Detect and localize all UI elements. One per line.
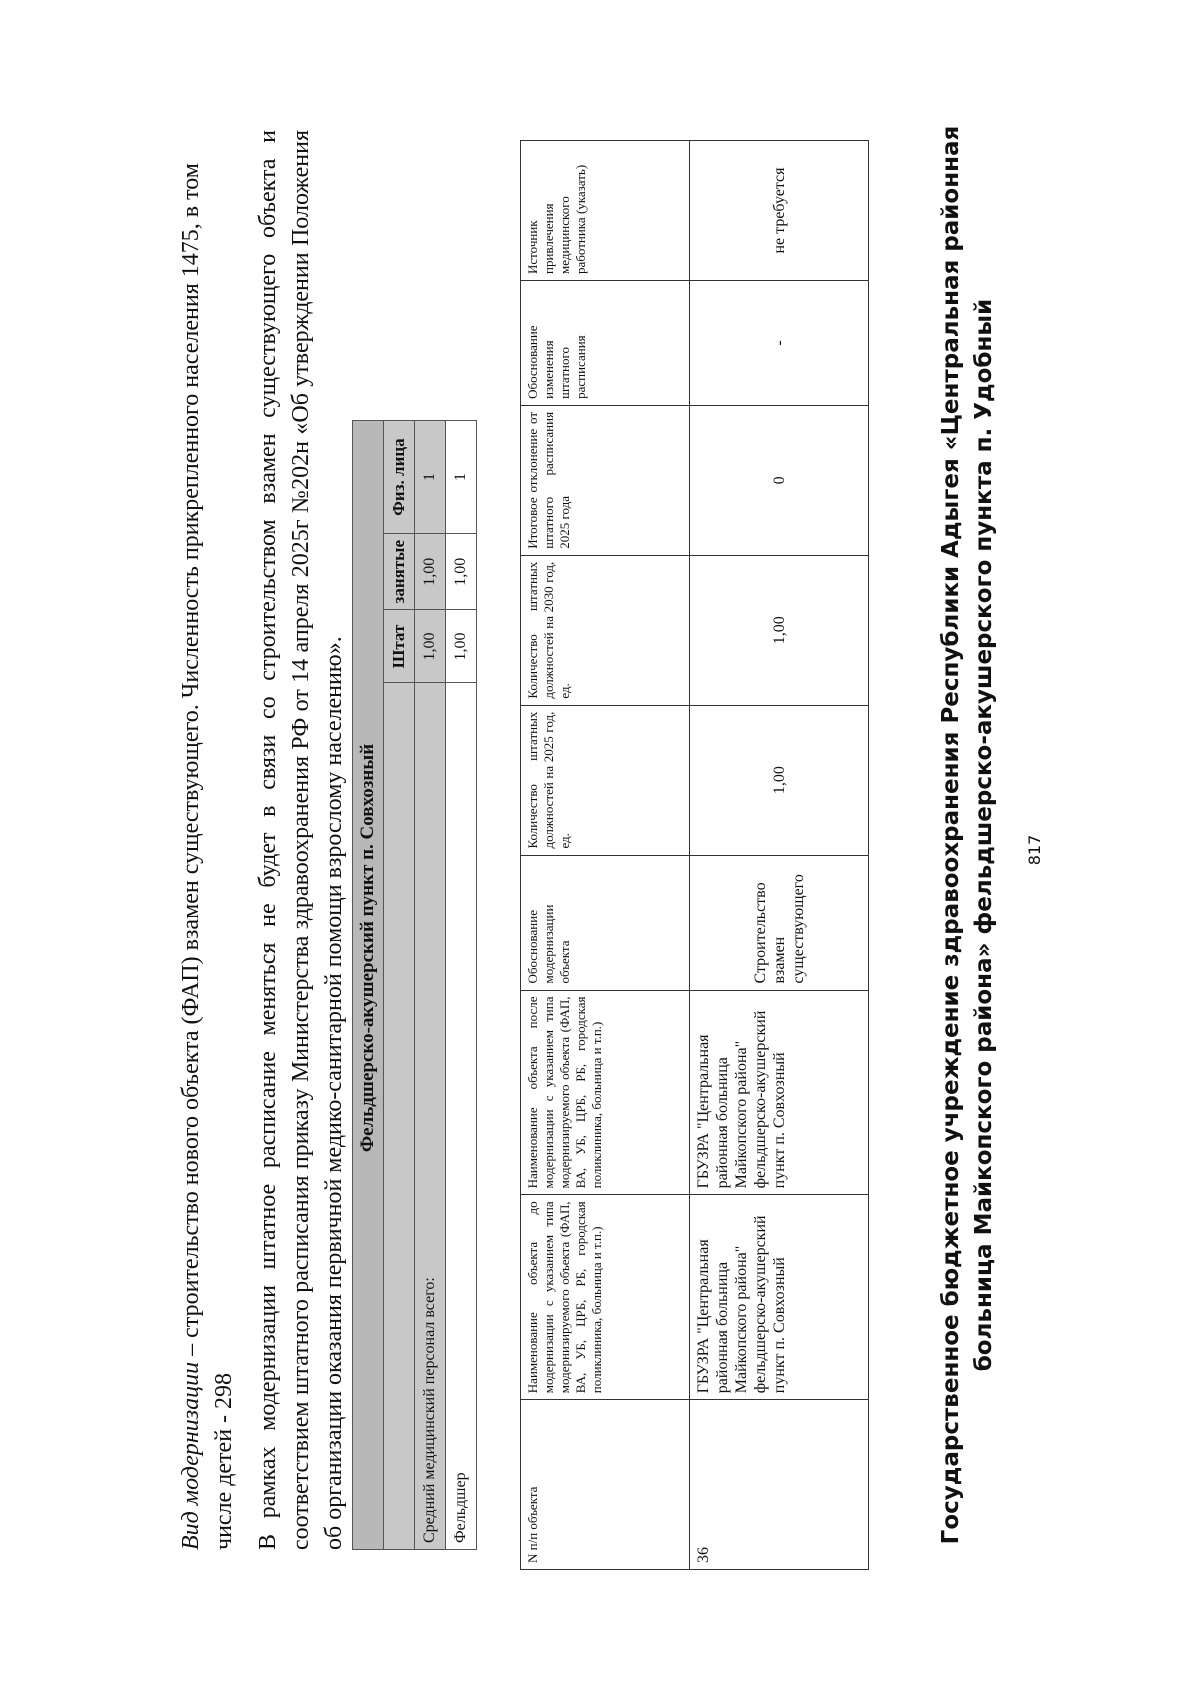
- table-row: [690, 141, 869, 1570]
- cell-deviation: 0: [690, 405, 869, 555]
- main-table-container: [520, 140, 869, 1570]
- staff-table-title: Фельдшерско-акушерский пункт п. Совхозный: [353, 421, 384, 1550]
- intro-body: – строительство нового объекта (ФАП) взамен существующего. Численность прикрепленного населения 1475, в том числе детей - 298: [178, 163, 237, 1550]
- modernization-table: [520, 140, 869, 1570]
- staff-table: [352, 420, 477, 1550]
- header-positions-2030: Количество штатных должностей на 2030 год, ед.: [521, 555, 690, 705]
- header-deviation: Итоговое отклонение от штатного расписания 2025 года: [521, 405, 690, 555]
- header-name-before: Наименование объекта до модернизации с указанием типа модернизируемого объекта (ФАП, ВА, УБ, ЦРБ, РБ, городская поликлиника, больница и т.п.): [521, 1195, 690, 1400]
- staff-table-container: [352, 420, 477, 1550]
- staff-row-shtat: 1,00: [446, 610, 477, 683]
- cell-positions-2025: 1,00: [690, 705, 869, 855]
- staff-row-fiz: 1: [446, 421, 477, 534]
- rotated-content: [170, 80, 1070, 1590]
- organization-heading: Государственное бюджетное учреждение здравоохранения Республики Адыгея «Центральная районная больница Майкопского района» фельдшерско-акушерского пункта п. Удобный: [938, 125, 997, 1545]
- cell-name-after: ГБУЗРА "Центральная районная больница Майкопского района" фельдшерско-акушерский пункт п. Совхозный: [690, 990, 869, 1195]
- staff-header-empty: [384, 683, 415, 1550]
- main-table-header-row: [521, 141, 690, 1570]
- staff-row: [415, 421, 446, 1550]
- staff-row-label: Фельдшер: [446, 683, 477, 1550]
- staff-header-fiz: Физ. лица: [384, 421, 415, 534]
- cell-source: не требуется: [690, 141, 869, 281]
- staff-header-shtat: Штат: [384, 610, 415, 683]
- cell-change-reason: -: [690, 281, 869, 406]
- staff-row: [446, 421, 477, 1550]
- cell-positions-2030: 1,00: [690, 555, 869, 705]
- header-change-reason: Обоснование изменения штатного расписания: [521, 281, 690, 406]
- header-number: N п/п объекта: [521, 1400, 690, 1570]
- cell-name-before: ГБУЗРА "Центральная районная больница Майкопского района" фельдшерско-акушерский пункт п. Совхозный: [690, 1195, 869, 1400]
- staff-row-label: Средний медицинский персонал всего:: [415, 683, 446, 1550]
- staff-row-zanyatye: 1,00: [415, 534, 446, 611]
- header-name-after: Наименование объекта после модернизации с указанием типа модернизируемого объекта (ФАП, ВА, УБ, ЦРБ, РБ, городская поликлиника, больница и т.п.): [521, 990, 690, 1195]
- header-justification: Обоснование модернизации объекта: [521, 855, 690, 990]
- intro-text: [175, 110, 241, 1550]
- intro-label: Вид модернизации: [178, 1361, 204, 1550]
- cell-number: 36: [690, 1400, 869, 1570]
- cell-justification: Строительство взамен существующего: [690, 855, 869, 990]
- staff-row-shtat: 1,00: [415, 610, 446, 683]
- paragraph: В рамках модернизации штатное расписание меняться не будет в связи со строительством взамен существующего объекта и соответствием штатного расписания приказу Министерства здравоохранения РФ от 14 апреля 2025г №202н «Об утверждении Положения об организации оказания первичной медико-санитарной помощи взрослому населению».: [255, 130, 347, 1550]
- staff-row-fiz: 1: [415, 421, 446, 534]
- page-number: 817: [1025, 834, 1044, 866]
- header-source: Источник привлечения медицинского работника (указать): [521, 141, 690, 281]
- staff-header-zanyatye: занятые: [384, 534, 415, 611]
- header-positions-2025: Количество штатных должностей на 2025 год, ед.: [521, 705, 690, 855]
- staff-row-zanyatye: 1,00: [446, 534, 477, 611]
